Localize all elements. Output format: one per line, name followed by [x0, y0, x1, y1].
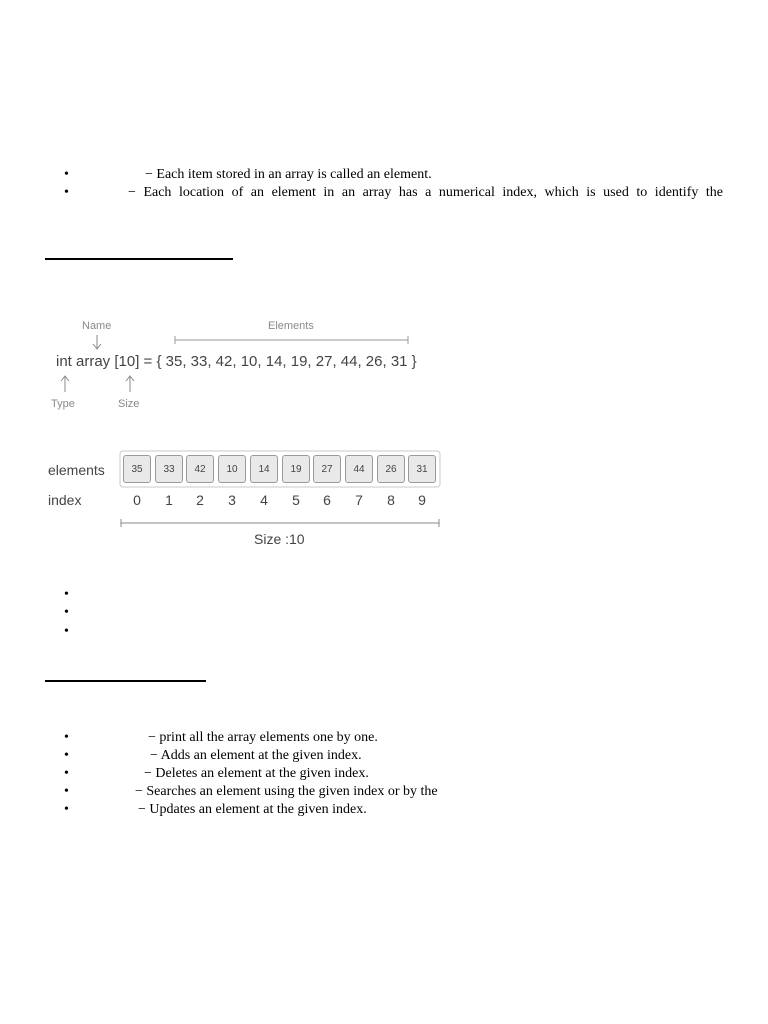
term-bullet-1: •: [64, 167, 69, 182]
operation-bullet-5: •: [64, 802, 69, 817]
array-cell: 44: [345, 455, 373, 483]
operation-bullet-1: •: [64, 730, 69, 745]
elements-label: Elements: [268, 320, 314, 332]
operation-search-text: − Searches an element using the given index or by the: [135, 784, 438, 799]
array-cell: 10: [218, 455, 246, 483]
type-label: Type: [51, 398, 75, 410]
name-label: Name: [82, 320, 112, 332]
term-index-text: [128, 184, 723, 201]
point-bullet-1: •: [64, 587, 69, 602]
array-index: 5: [292, 492, 300, 508]
term-element-text: − Each item stored in an array is called an element.: [145, 167, 432, 182]
array-cell: 19: [282, 455, 310, 483]
array-cell: 27: [313, 455, 341, 483]
array-index: 9: [418, 492, 426, 508]
point-bullet-2: •: [64, 605, 69, 620]
array-cell: 26: [377, 455, 405, 483]
term-index-words: − Each location of an element in an array has a numerical index, which is used to identify the: [128, 185, 723, 200]
array-index: 1: [165, 492, 173, 508]
size-caption: Size :10: [254, 531, 305, 547]
section-heading-rule-1: [45, 258, 233, 260]
array-declaration: int array [10] = { 35, 33, 42, 10, 14, 19, 27, 44, 26, 31 }: [56, 353, 417, 370]
array-index: 3: [228, 492, 236, 508]
point-bullet-3: •: [64, 624, 69, 639]
size-label: Size: [118, 398, 140, 410]
array-cell: 31: [408, 455, 436, 483]
array-cell: 35: [123, 455, 151, 483]
array-cell: 33: [155, 455, 183, 483]
array-index: 2: [196, 492, 204, 508]
operation-insert-text: − Adds an element at the given index.: [150, 748, 362, 763]
operation-update-text: − Updates an element at the given index.: [138, 802, 367, 817]
index-row-label: index: [48, 492, 82, 508]
section-heading-rule-2: [45, 680, 206, 682]
array-diagram: [0, 300, 470, 570]
operation-bullet-3: •: [64, 766, 69, 781]
operation-traverse-text: − print all the array elements one by one.: [148, 730, 378, 745]
array-cell: 42: [186, 455, 214, 483]
array-index: 8: [387, 492, 395, 508]
array-index: 0: [133, 492, 141, 508]
elements-row-label: elements: [48, 462, 105, 478]
diagram-lines: [0, 300, 470, 570]
operation-bullet-4: •: [64, 784, 69, 799]
array-index: 7: [355, 492, 363, 508]
operation-bullet-2: •: [64, 748, 69, 763]
array-index: 4: [260, 492, 268, 508]
term-bullet-2: •: [64, 185, 69, 200]
array-cell: 14: [250, 455, 278, 483]
operation-delete-text: − Deletes an element at the given index.: [144, 766, 369, 781]
array-index: 6: [323, 492, 331, 508]
